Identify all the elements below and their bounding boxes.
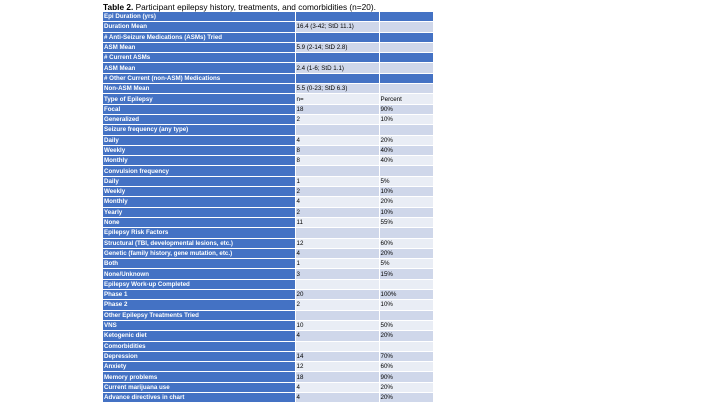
count-cell: 4 (295, 382, 379, 392)
table-row (103, 382, 433, 392)
table-row (103, 53, 433, 63)
percent-cell: 20% (379, 135, 433, 145)
document (103, 2, 433, 403)
percent-cell: 10% (379, 187, 433, 197)
percent-cell (379, 63, 433, 73)
count-cell: 8 (295, 145, 379, 155)
row-label: Current marijuana use (103, 382, 295, 392)
percent-cell (379, 53, 433, 63)
table-row (103, 104, 433, 114)
table-row (103, 279, 433, 289)
table-row (103, 392, 433, 402)
count-cell: 4 (295, 331, 379, 341)
row-label: Epi Duration (yrs) (103, 12, 295, 22)
row-label: Phase 2 (103, 300, 295, 310)
count-cell: 18 (295, 372, 379, 382)
table-row (103, 269, 433, 279)
row-label: Genetic (family history, gene mutation, etc.) (103, 248, 295, 258)
table-row (103, 207, 433, 217)
table-row (103, 290, 433, 300)
percent-cell: 20% (379, 382, 433, 392)
percent-cell: 90% (379, 372, 433, 382)
table-row (103, 341, 433, 351)
row-label: Type of Epilepsy (103, 94, 295, 104)
count-cell (295, 32, 379, 42)
percent-cell: 60% (379, 238, 433, 248)
percent-cell: 20% (379, 331, 433, 341)
table-row (103, 114, 433, 124)
row-label: Weekly (103, 187, 295, 197)
table-row (103, 320, 433, 330)
percent-cell: Percent (379, 94, 433, 104)
table-row (103, 197, 433, 207)
table-row (103, 331, 433, 341)
table-row (103, 310, 433, 320)
percent-cell: 50% (379, 320, 433, 330)
table-row (103, 259, 433, 269)
percent-cell (379, 32, 433, 42)
count-cell: 12 (295, 238, 379, 248)
percent-cell: 60% (379, 362, 433, 372)
row-label: Daily (103, 135, 295, 145)
count-cell (295, 166, 379, 176)
count-cell: 2 (295, 300, 379, 310)
table-row (103, 32, 433, 42)
table-row (103, 217, 433, 227)
count-cell: 8 (295, 156, 379, 166)
row-label: Generalized (103, 114, 295, 124)
table-row (103, 351, 433, 361)
row-label: Phase 1 (103, 290, 295, 300)
table-row (103, 12, 433, 22)
row-label: Anxiety (103, 362, 295, 372)
count-cell: 1 (295, 259, 379, 269)
table-row (103, 135, 433, 145)
percent-cell: 90% (379, 104, 433, 114)
count-cell (295, 53, 379, 63)
epilepsy-history-table (103, 12, 434, 403)
count-cell (295, 12, 379, 22)
count-cell: 10 (295, 320, 379, 330)
percent-cell (379, 22, 433, 32)
percent-cell (379, 12, 433, 22)
count-cell: 2 (295, 207, 379, 217)
percent-cell: 100% (379, 290, 433, 300)
table-body (103, 12, 433, 403)
percent-cell: 5% (379, 176, 433, 186)
row-label: Memory problems (103, 372, 295, 382)
row-label: Epilepsy Risk Factors (103, 228, 295, 238)
count-cell: 4 (295, 248, 379, 258)
percent-cell: 40% (379, 145, 433, 155)
percent-cell: 10% (379, 207, 433, 217)
table-row (103, 372, 433, 382)
count-cell: 3 (295, 269, 379, 279)
percent-cell (379, 84, 433, 94)
table-row (103, 22, 433, 32)
percent-cell: 70% (379, 351, 433, 361)
row-label: # Current ASMs (103, 53, 295, 63)
row-label: Seizure frequency (any type) (103, 125, 295, 135)
row-label: ASM Mean (103, 63, 295, 73)
row-label: Structural (TBI, developmental lesions, etc.) (103, 238, 295, 248)
table-row (103, 228, 433, 238)
percent-cell: 10% (379, 114, 433, 124)
count-cell: 16.4 (3-42; StD 11.1) (295, 22, 379, 32)
count-cell: 18 (295, 104, 379, 114)
count-cell: 5.5 (0-23; StD 6.3) (295, 84, 379, 94)
table-row (103, 248, 433, 258)
row-label: Weekly (103, 145, 295, 155)
row-label: Monthly (103, 197, 295, 207)
percent-cell (379, 42, 433, 52)
row-label: None (103, 217, 295, 227)
percent-cell (379, 341, 433, 351)
row-label: None/Unknown (103, 269, 295, 279)
percent-cell: 5% (379, 259, 433, 269)
count-cell (295, 310, 379, 320)
count-cell: 4 (295, 197, 379, 207)
row-label: Focal (103, 104, 295, 114)
row-label: Depression (103, 351, 295, 361)
count-cell (295, 341, 379, 351)
table-row (103, 145, 433, 155)
percent-cell (379, 166, 433, 176)
row-label: # Anti-Seizure Medications (ASMs) Tried (103, 32, 295, 42)
percent-cell: 10% (379, 300, 433, 310)
caption-label: Table 2. (103, 2, 134, 12)
count-cell (295, 228, 379, 238)
row-label: Epilepsy Work-up Completed (103, 279, 295, 289)
count-cell: 12 (295, 362, 379, 372)
percent-cell: 40% (379, 156, 433, 166)
table-row (103, 63, 433, 73)
percent-cell (379, 125, 433, 135)
count-cell: 2.4 (1-6; StD 1.1) (295, 63, 379, 73)
percent-cell: 55% (379, 217, 433, 227)
percent-cell: 20% (379, 392, 433, 402)
count-cell: 4 (295, 135, 379, 145)
table-caption (103, 2, 433, 12)
row-label: Advance directives in chart (103, 392, 295, 402)
table-row (103, 156, 433, 166)
percent-cell (379, 310, 433, 320)
row-label: Comorbidities (103, 341, 295, 351)
count-cell: 20 (295, 290, 379, 300)
table-row (103, 73, 433, 83)
row-label: Duration Mean (103, 22, 295, 32)
row-label: VNS (103, 320, 295, 330)
count-cell: 1 (295, 176, 379, 186)
table-row (103, 362, 433, 372)
row-label: Yearly (103, 207, 295, 217)
count-cell: 2 (295, 114, 379, 124)
count-cell: 5.9 (2-14; StD 2.8) (295, 42, 379, 52)
row-label: Non-ASM Mean (103, 84, 295, 94)
percent-cell (379, 73, 433, 83)
table-row (103, 187, 433, 197)
count-cell (295, 279, 379, 289)
table-row (103, 300, 433, 310)
row-label: Other Epilepsy Treatments Tried (103, 310, 295, 320)
row-label: Ketogenic diet (103, 331, 295, 341)
table-row (103, 94, 433, 104)
table-row (103, 125, 433, 135)
table-row (103, 238, 433, 248)
count-cell: 11 (295, 217, 379, 227)
count-cell: 14 (295, 351, 379, 361)
percent-cell: 20% (379, 248, 433, 258)
caption-text: Participant epilepsy history, treatments, and comorbidities (n=20). (133, 2, 376, 12)
row-label: Monthly (103, 156, 295, 166)
table-row (103, 166, 433, 176)
table-row (103, 176, 433, 186)
count-cell: n= (295, 94, 379, 104)
row-label: ASM Mean (103, 42, 295, 52)
percent-cell (379, 228, 433, 238)
row-label: Convulsion frequency (103, 166, 295, 176)
row-label: Daily (103, 176, 295, 186)
percent-cell: 15% (379, 269, 433, 279)
row-label: # Other Current (non-ASM) Medications (103, 73, 295, 83)
count-cell (295, 125, 379, 135)
percent-cell: 20% (379, 197, 433, 207)
count-cell: 2 (295, 187, 379, 197)
row-label: Both (103, 259, 295, 269)
table-row (103, 84, 433, 94)
table-row (103, 42, 433, 52)
percent-cell (379, 279, 433, 289)
count-cell (295, 73, 379, 83)
count-cell: 4 (295, 392, 379, 402)
